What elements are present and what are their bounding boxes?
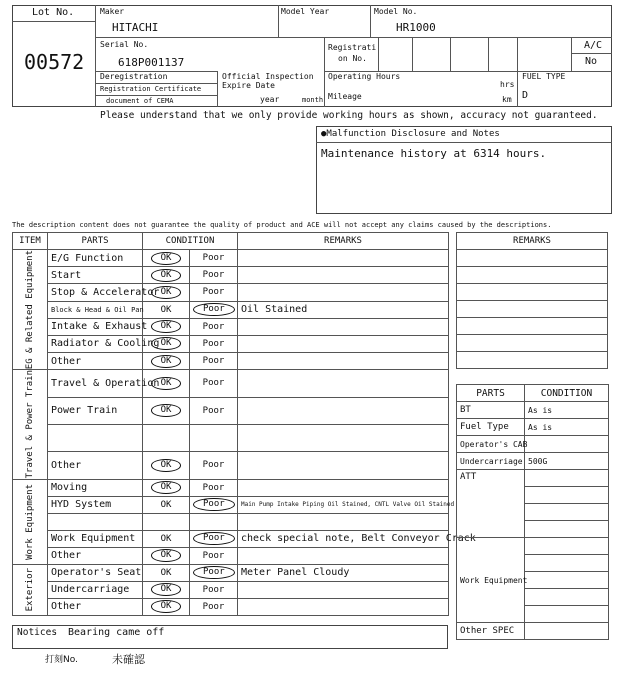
model-year-label: Model Year	[281, 7, 330, 16]
part-cell: Stop & Accelerator	[48, 284, 143, 301]
remarks-cell	[238, 581, 449, 598]
condition-poor-cell	[190, 397, 238, 424]
part-cell: Other	[48, 598, 143, 615]
lot-label: Lot No.	[32, 7, 75, 18]
condition-ok-label: OK	[151, 320, 182, 333]
remarks-cell	[238, 353, 449, 370]
condition-ok-cell	[143, 530, 190, 547]
part-cell: Other	[48, 547, 143, 564]
malfunction-box	[316, 126, 612, 214]
table-row	[13, 513, 449, 530]
table-row	[13, 424, 449, 451]
remarks-cell	[238, 335, 449, 352]
condition-ok-cell	[143, 424, 190, 451]
fuel-type-value: D	[522, 90, 529, 101]
part-cell: Work Equipment	[48, 530, 143, 547]
remarks-cell	[238, 318, 449, 335]
spec-condition	[525, 470, 609, 487]
spec-part: ATT	[457, 470, 525, 538]
lot-number: 00572	[24, 50, 85, 74]
part-cell: Start	[48, 267, 143, 284]
remarks-cell: Oil Stained	[238, 301, 449, 318]
part-cell: Undercarriage	[48, 581, 143, 598]
right-remarks-cell	[457, 250, 608, 267]
model-no-label: Model No.	[374, 7, 418, 16]
condition-poor-label: Poor	[193, 303, 235, 316]
remarks-cell: Main Pump Intake Piping Oil Stained, CNTL Valve Oil Stained	[238, 496, 449, 513]
condition-ok-label: OK	[151, 481, 182, 494]
part-cell: Radiator & Cooling	[48, 335, 143, 352]
condition-poor-cell	[190, 318, 238, 335]
condition-poor-cell	[190, 530, 238, 547]
spec-condition	[525, 487, 609, 504]
condition-poor-label: Poor	[202, 550, 225, 561]
condition-ok-label: OK	[151, 404, 182, 417]
spec-part: BT	[457, 402, 525, 419]
table-row	[13, 353, 449, 370]
maker-label: Maker	[100, 7, 125, 16]
condition-ok-cell	[143, 452, 190, 479]
remarks-cell	[238, 267, 449, 284]
condition-ok-cell	[143, 581, 190, 598]
condition-ok-label: OK	[160, 533, 172, 544]
cema-label: document of CEMA	[106, 97, 174, 105]
part-cell: Other	[48, 353, 143, 370]
operating-hours-label: Operating Hours	[328, 72, 401, 81]
condition-poor-label: Poor	[202, 482, 225, 493]
serial-value: 618P001137	[118, 56, 185, 69]
registration-label-2: on No.	[338, 54, 367, 63]
condition-poor-cell	[190, 564, 238, 581]
right-remarks-cell	[457, 335, 608, 352]
header-item: ITEM	[13, 233, 48, 250]
item-group-label: Travel & Power Train	[25, 370, 35, 479]
part-cell: Intake & Exhaust	[48, 318, 143, 335]
condition-poor-label: Poor	[202, 270, 225, 281]
condition-ok-label: OK	[160, 499, 172, 510]
condition-ok-cell	[143, 267, 190, 284]
condition-ok-cell	[143, 479, 190, 496]
table-row	[13, 267, 449, 284]
part-cell: Block & Head & Oil Pan	[48, 301, 143, 318]
ac-label: A/C	[584, 40, 603, 51]
condition-poor-cell	[190, 284, 238, 301]
table-row	[13, 598, 449, 615]
working-hours-notice: Please understand that we only provide working hours as shown, accuracy not guaranteed.	[100, 110, 598, 121]
condition-poor-cell	[190, 353, 238, 370]
spec-condition	[525, 555, 609, 572]
table-row	[13, 452, 449, 479]
right-parts-table	[456, 384, 609, 640]
right-remarks-header: REMARKS	[457, 233, 608, 250]
month-label: month	[302, 96, 324, 104]
condition-poor-label: Poor	[202, 584, 225, 595]
part-cell: Power Train	[48, 397, 143, 424]
item-group-label: Exterior	[25, 567, 35, 612]
table-row	[13, 250, 449, 267]
condition-poor-cell	[190, 479, 238, 496]
table-row	[13, 547, 449, 564]
condition-poor-cell	[190, 598, 238, 615]
condition-poor-label: Poor	[202, 460, 225, 471]
part-cell: Operator's Seat	[48, 564, 143, 581]
spec-condition	[525, 436, 609, 453]
serial-label: Serial No.	[100, 40, 149, 49]
condition-ok-cell	[143, 513, 190, 530]
part-cell: Moving	[48, 479, 143, 496]
remarks-cell	[238, 479, 449, 496]
part-cell	[48, 513, 143, 530]
right-condition-header: CONDITION	[525, 385, 609, 402]
condition-ok-label: OK	[160, 304, 172, 315]
maker-value: HITACHI	[112, 21, 159, 34]
condition-ok-cell	[143, 598, 190, 615]
registration-certificate-label: Registration Certificate	[100, 85, 202, 93]
condition-poor-cell	[190, 267, 238, 284]
table-row	[13, 301, 449, 318]
condition-poor-cell	[190, 496, 238, 513]
condition-poor-cell	[190, 547, 238, 564]
spec-condition	[525, 606, 609, 623]
remarks-cell: Meter Panel Cloudy	[238, 564, 449, 581]
spec-part-other-spec: Other SPEC	[457, 623, 525, 640]
condition-ok-label: OK	[151, 286, 182, 299]
condition-ok-cell	[143, 301, 190, 318]
remarks-cell	[238, 284, 449, 301]
condition-poor-label: Poor	[202, 253, 225, 264]
item-group	[13, 370, 48, 479]
inspection-label-2: Expire Date	[222, 81, 275, 90]
mileage-label: Mileage	[328, 92, 362, 101]
condition-poor-cell	[190, 452, 238, 479]
condition-poor-label: Poor	[202, 601, 225, 612]
condition-poor-label: Poor	[202, 287, 225, 298]
remarks-cell: check special note, Belt Conveyor Crack	[238, 530, 449, 547]
remarks-cell	[238, 513, 449, 530]
condition-ok-cell	[143, 318, 190, 335]
condition-ok-cell	[143, 564, 190, 581]
hrs-label: hrs	[500, 80, 515, 89]
condition-poor-label: Poor	[202, 338, 225, 349]
table-row	[13, 479, 449, 496]
stamp-no-label: 打刻No.	[45, 655, 78, 665]
condition-poor-cell	[190, 250, 238, 267]
header-parts: PARTS	[48, 233, 143, 250]
spec-condition: As is	[525, 402, 609, 419]
condition-poor-label: Poor	[193, 566, 235, 579]
table-row	[13, 581, 449, 598]
right-remarks-cell	[457, 284, 608, 301]
km-label: km	[502, 95, 512, 104]
part-cell: Travel & Operation	[48, 370, 143, 397]
spec-part: Operator's CAB	[457, 436, 525, 453]
remarks-cell	[238, 250, 449, 267]
malfunction-title: ●Malfunction Disclosure and Notes	[321, 129, 500, 139]
right-remarks-cell	[457, 352, 608, 369]
remarks-cell	[238, 598, 449, 615]
table-row	[13, 370, 449, 397]
condition-poor-cell	[190, 581, 238, 598]
condition-poor-cell	[190, 335, 238, 352]
table-row	[13, 284, 449, 301]
table-row	[13, 318, 449, 335]
right-remarks-cell	[457, 301, 608, 318]
condition-poor-label: Poor	[193, 532, 235, 545]
spec-part: Fuel Type	[457, 419, 525, 436]
condition-ok-cell	[143, 547, 190, 564]
spec-condition	[525, 521, 609, 538]
condition-ok-cell	[143, 496, 190, 513]
spec-condition	[525, 623, 609, 640]
condition-ok-label: OK	[151, 337, 182, 350]
right-remarks-cell	[457, 267, 608, 284]
right-remarks-table	[456, 232, 608, 369]
inspection-label-1: Official Inspection	[222, 72, 314, 81]
right-parts-header: PARTS	[457, 385, 525, 402]
notices-value: Bearing came off	[68, 627, 165, 638]
right-remarks-cell	[457, 318, 608, 335]
item-group-label: EG & Related Equipment	[25, 250, 35, 370]
registration-label-1: Registrati	[328, 43, 377, 52]
table-row	[13, 530, 449, 547]
fuel-type-label: FUEL TYPE	[522, 72, 566, 81]
spec-condition	[525, 589, 609, 606]
condition-ok-label: OK	[151, 252, 182, 265]
condition-ok-label: OK	[151, 549, 182, 562]
table-row	[13, 335, 449, 352]
condition-poor-label: Poor	[202, 405, 225, 416]
spec-condition	[525, 504, 609, 521]
condition-poor-label: Poor	[202, 378, 225, 389]
condition-ok-label: OK	[151, 269, 182, 282]
remarks-cell	[238, 547, 449, 564]
item-group	[13, 564, 48, 615]
condition-ok-label: OK	[160, 567, 172, 578]
spec-condition: 500G	[525, 453, 609, 470]
condition-ok-label: OK	[151, 377, 182, 390]
remarks-cell	[238, 424, 449, 451]
remarks-cell	[238, 370, 449, 397]
spec-condition: As is	[525, 419, 609, 436]
condition-poor-label: Poor	[202, 356, 225, 367]
spec-condition	[525, 572, 609, 589]
spec-part: Undercarriage	[457, 453, 525, 470]
condition-poor-cell	[190, 301, 238, 318]
deregistration-label: Deregistration	[100, 72, 168, 81]
condition-poor-cell	[190, 513, 238, 530]
year-label: year	[260, 95, 280, 104]
item-group-label: Work Equipment	[25, 483, 35, 560]
spec-condition	[525, 538, 609, 555]
notices-label: Notices	[17, 627, 58, 638]
condition-ok-label: OK	[151, 583, 182, 596]
remarks-cell	[238, 397, 449, 424]
malfunction-body: Maintenance history at 6314 hours.	[321, 147, 547, 160]
condition-poor-cell	[190, 370, 238, 397]
condition-poor-cell	[190, 424, 238, 451]
item-group	[13, 250, 48, 370]
header-remarks: REMARKS	[238, 233, 449, 250]
table-row	[13, 564, 449, 581]
condition-poor-label: Poor	[193, 498, 235, 511]
table-row	[13, 496, 449, 513]
condition-ok-label: OK	[151, 600, 182, 613]
condition-ok-cell	[143, 397, 190, 424]
condition-poor-label: Poor	[202, 321, 225, 332]
remarks-cell	[238, 452, 449, 479]
model-no-value: HR1000	[396, 21, 436, 34]
condition-ok-cell	[143, 353, 190, 370]
item-group	[13, 479, 48, 564]
header-condition: CONDITION	[143, 233, 238, 250]
condition-ok-cell	[143, 250, 190, 267]
part-cell: Other	[48, 452, 143, 479]
part-cell	[48, 424, 143, 451]
ac-value: No	[585, 56, 598, 67]
spec-part-work-equipment: Work Equipment	[457, 538, 525, 623]
disclaimer: The description content does not guarantee the quality of product and ACE will not accept any claims caused by the descriptions.	[12, 221, 552, 229]
part-cell: HYD System	[48, 496, 143, 513]
condition-ok-label: OK	[151, 459, 182, 472]
condition-ok-label: OK	[151, 355, 182, 368]
table-row	[13, 397, 449, 424]
part-cell: E/G Function	[48, 250, 143, 267]
stamp-no-value: 未確認	[112, 653, 145, 666]
